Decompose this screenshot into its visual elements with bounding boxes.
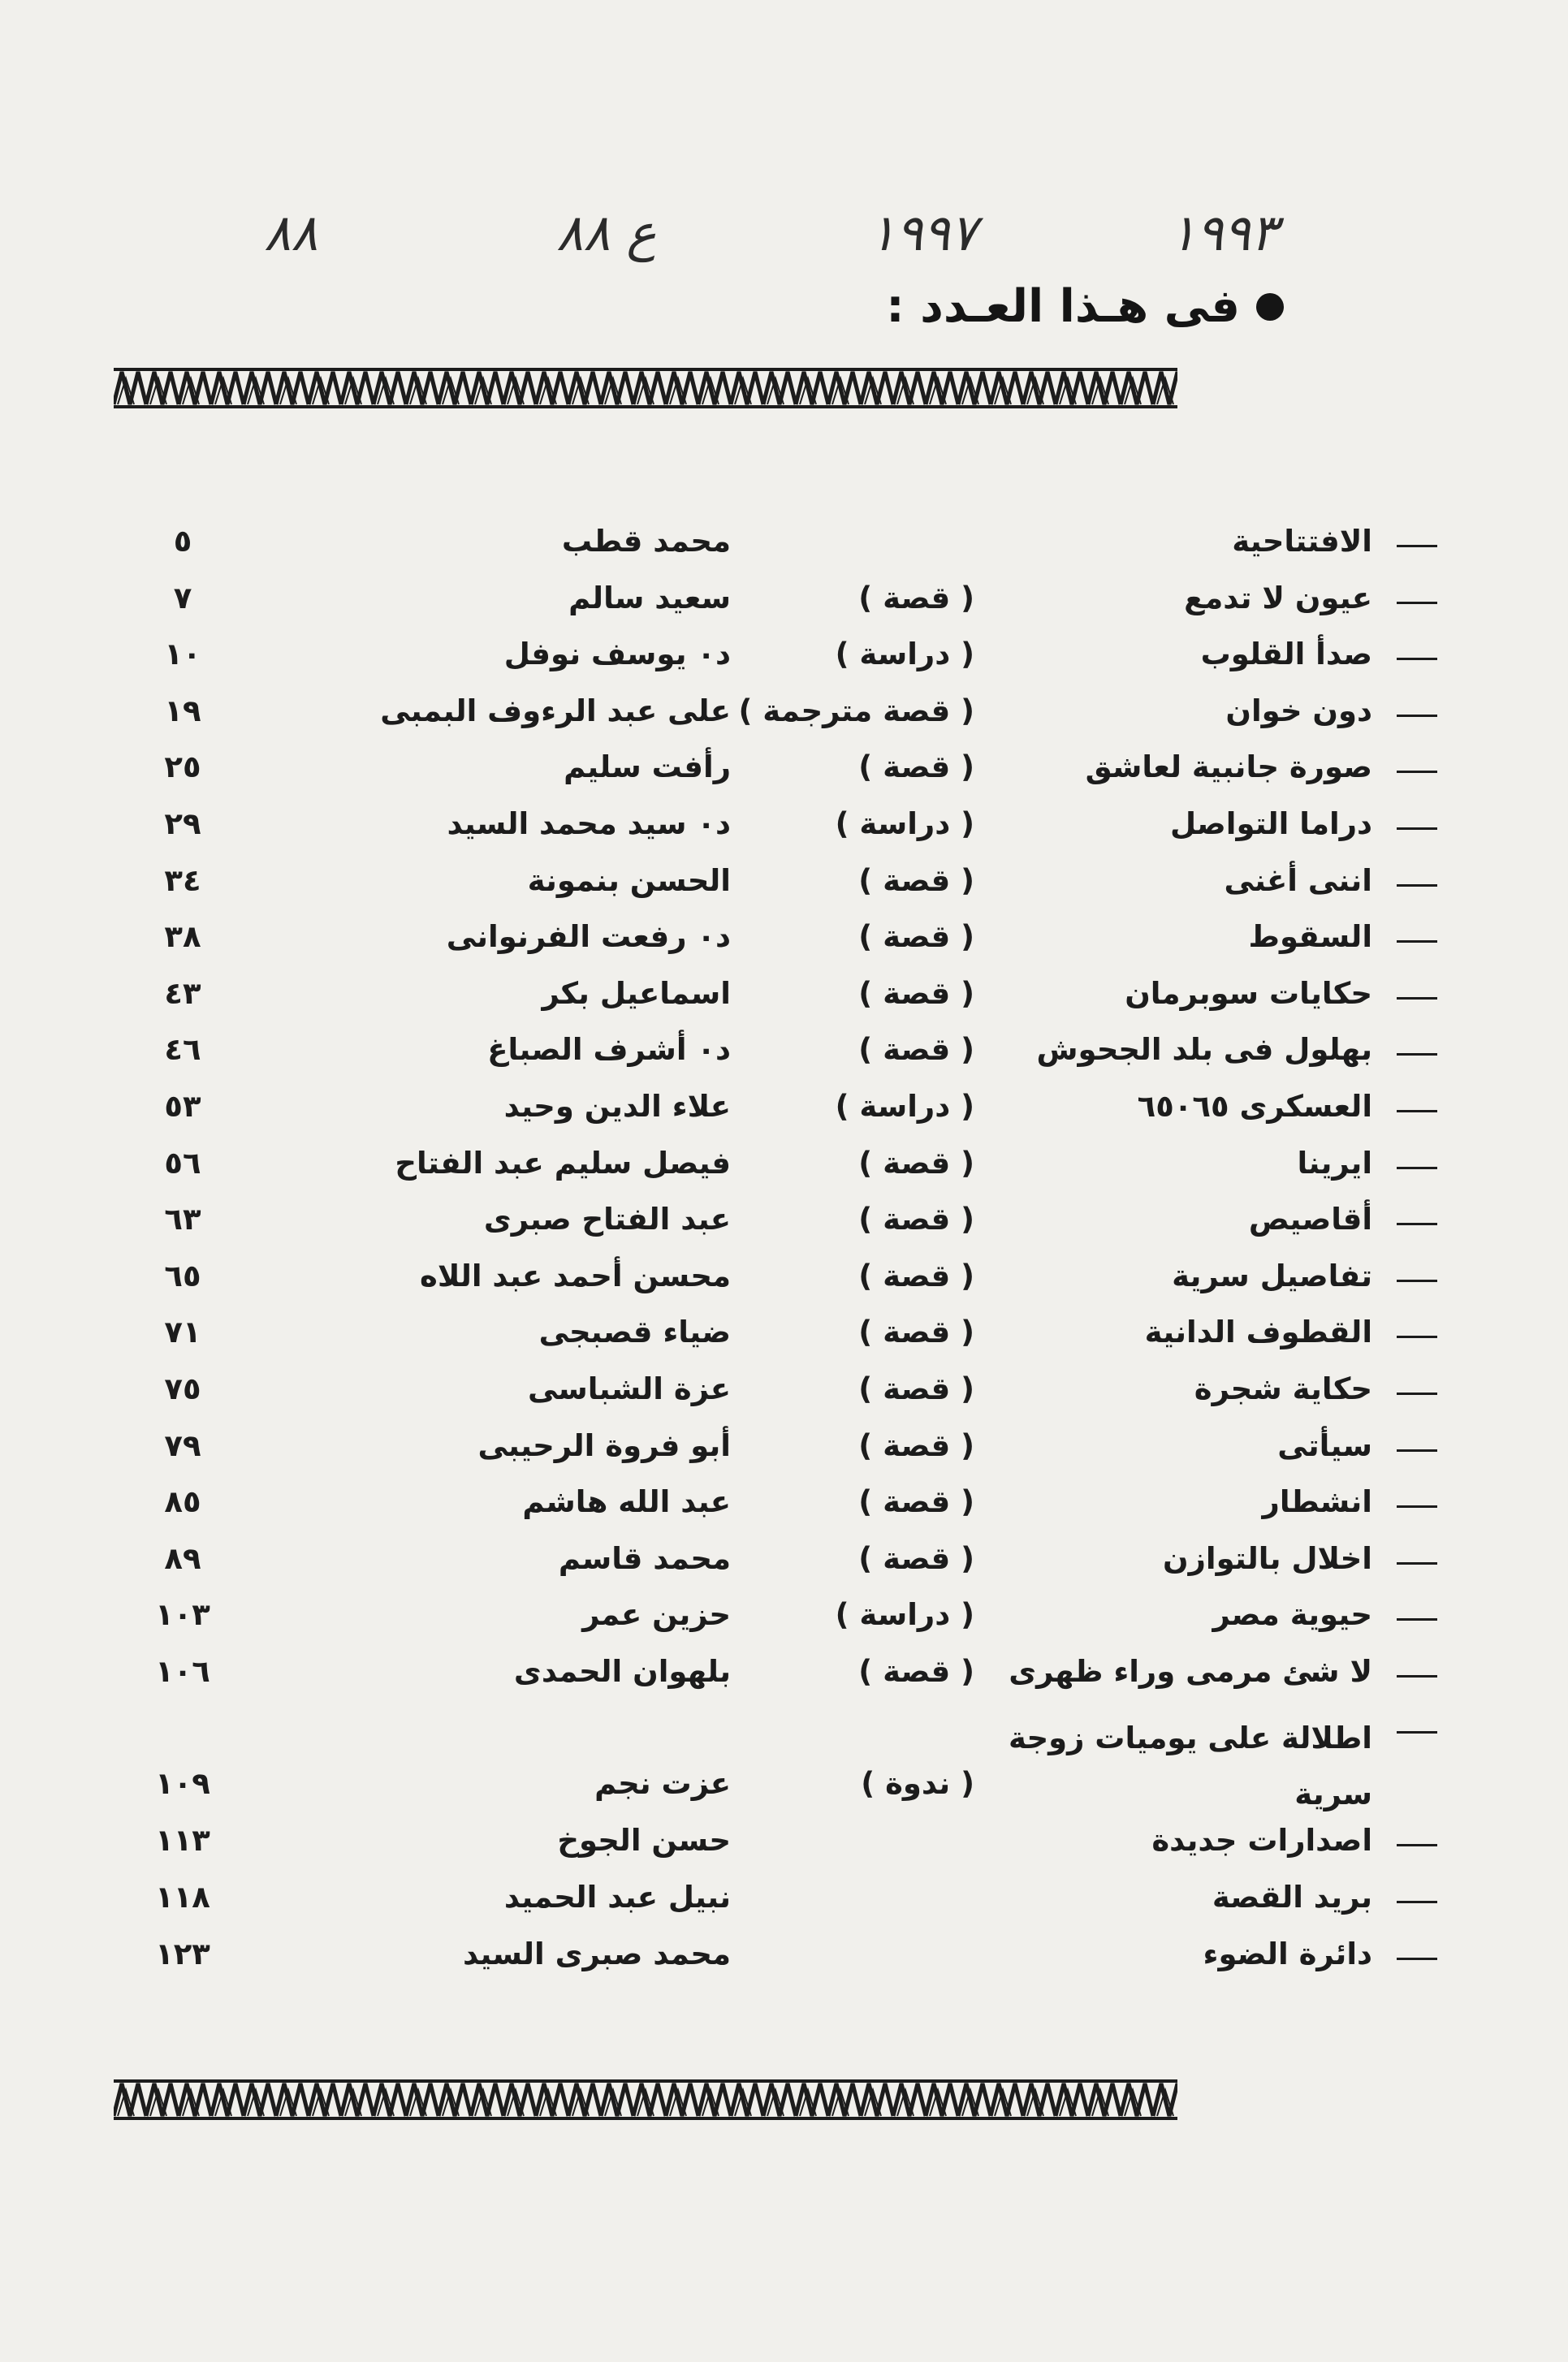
toc-type: ( قصة ) <box>858 1427 974 1463</box>
toc-title: صدأ القلوب <box>1200 637 1372 672</box>
table-of-contents <box>146 524 1437 1993</box>
row-dash <box>1397 602 1437 604</box>
toc-title: دائرة الضوء <box>1203 1936 1372 1971</box>
toc-author: ضياء قصبجى <box>538 1315 731 1350</box>
toc-author: د٠ يوسف نوفل <box>503 637 731 672</box>
toc-title: الافتتاحية <box>1232 524 1372 559</box>
toc-row[interactable] <box>146 581 1437 637</box>
toc-page-number: ١٠٣ <box>155 1597 210 1633</box>
toc-type: ( دراسة ) <box>835 805 974 841</box>
toc-author: حزين عمر <box>582 1597 731 1633</box>
row-dash <box>1397 1618 1437 1621</box>
toc-row[interactable] <box>146 1937 1437 1993</box>
toc-type: ( ندوة ) <box>861 1766 974 1802</box>
row-dash <box>1397 1393 1437 1395</box>
toc-page-number: ٥٣ <box>164 1088 201 1124</box>
toc-type: ( قصة ) <box>858 749 974 785</box>
toc-type: ( قصة مترجمة ) <box>738 693 974 728</box>
toc-type: ( قصة ) <box>858 1315 974 1350</box>
toc-page-number: ١٩ <box>164 693 201 728</box>
toc-page-number: ٧١ <box>164 1315 201 1350</box>
toc-author: أبو فروة الرحيبى <box>477 1427 731 1463</box>
toc-page-number: ١٢٣ <box>155 1936 210 1971</box>
toc-page-number: ٢٥ <box>164 749 201 785</box>
row-dash <box>1397 884 1437 887</box>
handwritten-year-1993: ١٩٩٣ <box>1169 203 1278 262</box>
toc-title: بهلول فى بلد الجحوش <box>1036 1032 1372 1068</box>
toc-type: ( قصة ) <box>858 975 974 1011</box>
row-dash <box>1397 545 1437 547</box>
toc-type: ( دراسة ) <box>835 637 974 672</box>
toc-row[interactable] <box>146 1428 1437 1485</box>
toc-author: محمد قطب <box>561 524 731 559</box>
toc-type: ( قصة ) <box>858 1258 974 1293</box>
toc-row[interactable] <box>146 1089 1437 1146</box>
toc-row[interactable] <box>146 637 1437 693</box>
toc-author: محمد قاسم <box>558 1540 731 1576</box>
row-dash <box>1397 1731 1437 1734</box>
toc-title: أقاصيص <box>1248 1202 1372 1237</box>
toc-page-number: ١٠ <box>164 637 201 672</box>
row-dash <box>1397 771 1437 773</box>
toc-author: اسماعيل بكر <box>542 975 731 1011</box>
toc-title: تفاصيل سرية <box>1172 1258 1372 1293</box>
toc-type: ( قصة ) <box>858 1540 974 1576</box>
toc-row[interactable] <box>146 806 1437 863</box>
row-dash <box>1397 1449 1437 1452</box>
toc-page-number: ٨٩ <box>164 1540 201 1576</box>
toc-page-number: ٢٩ <box>164 805 201 841</box>
handwritten-page-note: ٨٨ <box>264 203 318 262</box>
toc-title: اخلال بالتوازن <box>1163 1540 1372 1576</box>
row-dash <box>1397 940 1437 943</box>
toc-author: محسن أحمد عبد اللاه <box>420 1258 731 1293</box>
row-dash <box>1397 1280 1437 1282</box>
row-dash <box>1397 1167 1437 1169</box>
toc-page-number: ٥ <box>173 524 192 559</box>
toc-author: فيصل سليم عبد الفتاح <box>395 1145 731 1181</box>
handwritten-issue-number: ع ٨٨ <box>556 203 657 262</box>
row-dash <box>1397 1901 1437 1903</box>
toc-page-number: ٤٦ <box>164 1032 201 1068</box>
toc-author: عبد الله هاشم <box>522 1484 731 1520</box>
toc-author: د٠ رفعت الفرنوانى <box>446 919 731 955</box>
toc-row[interactable] <box>146 524 1437 581</box>
toc-author: د٠ أشرف الصباغ <box>487 1032 731 1068</box>
bullet-icon <box>1256 293 1284 321</box>
toc-type: ( قصة ) <box>858 1484 974 1520</box>
decorative-border-bottom <box>114 2079 1177 2121</box>
toc-title: بريد القصة <box>1212 1880 1372 1915</box>
toc-author: علاء الدين وحيد <box>503 1088 731 1124</box>
toc-title: ايرينا <box>1297 1145 1372 1181</box>
toc-type: ( قصة ) <box>858 1653 974 1689</box>
toc-author: الحسن بنمونة <box>527 862 731 898</box>
row-dash <box>1397 1053 1437 1056</box>
toc-title: عيون لا تدمع <box>1184 580 1372 615</box>
toc-title: حكاية شجرة <box>1194 1371 1372 1406</box>
toc-author: عزت نجم <box>594 1766 731 1802</box>
toc-author: بلهوان الحمدى <box>513 1653 731 1689</box>
toc-title: القطوف الدانية <box>1144 1315 1372 1350</box>
toc-page-number: ٤٣ <box>164 975 201 1011</box>
toc-row[interactable] <box>146 1146 1437 1203</box>
toc-row[interactable] <box>146 1654 1437 1711</box>
toc-title: حيوية مصر <box>1212 1597 1372 1633</box>
toc-author: عزة الشباسى <box>527 1371 731 1406</box>
toc-title: لا شئ مرمى وراء ظهرى <box>1009 1653 1372 1689</box>
decorative-border-top <box>114 367 1177 409</box>
toc-page-number: ١٠٩ <box>155 1766 210 1802</box>
toc-row[interactable] <box>146 1315 1437 1371</box>
toc-type: ( دراسة ) <box>835 1597 974 1633</box>
row-dash <box>1397 1675 1437 1678</box>
toc-title: دون خوان <box>1225 693 1372 728</box>
row-dash <box>1397 1336 1437 1338</box>
toc-author: على عبد الرءوف البمبى <box>380 693 731 728</box>
toc-type: ( قصة ) <box>858 1202 974 1237</box>
toc-page-number: ٣٨ <box>164 919 201 955</box>
toc-type: ( قصة ) <box>858 1032 974 1068</box>
toc-title: دراما التواصل <box>1170 805 1372 841</box>
toc-author: حسن الجوخ <box>557 1823 731 1859</box>
toc-row[interactable] <box>146 863 1437 920</box>
toc-type: ( قصة ) <box>858 1371 974 1406</box>
row-dash <box>1397 1110 1437 1112</box>
toc-author: سعيد سالم <box>568 580 731 615</box>
toc-title: سيأتى <box>1277 1427 1372 1463</box>
toc-page-number: ١١٣ <box>155 1823 210 1859</box>
toc-row[interactable] <box>146 1880 1437 1937</box>
row-dash <box>1397 1958 1437 1960</box>
toc-author: د٠ سيد محمد السيد <box>447 805 731 841</box>
toc-row[interactable] <box>146 1710 1437 1823</box>
toc-author: رأفت سليم <box>564 749 731 785</box>
toc-title: العسكرى ٦٥٠٦٥ <box>1137 1088 1372 1124</box>
toc-author: محمد صبرى السيد <box>462 1936 731 1971</box>
toc-row[interactable] <box>146 1202 1437 1259</box>
toc-page-number: ٧ <box>173 580 192 615</box>
row-dash <box>1397 1505 1437 1508</box>
toc-row[interactable] <box>146 749 1437 806</box>
toc-title <box>1009 1710 1372 1822</box>
contents-heading <box>886 280 1284 333</box>
row-dash <box>1397 1223 1437 1225</box>
toc-author: عبد الفتاح صبرى <box>483 1202 731 1237</box>
toc-title: صورة جانبية لعاشق <box>1085 749 1372 785</box>
toc-row[interactable] <box>146 976 1437 1033</box>
toc-page-number: ١٠٦ <box>155 1653 210 1689</box>
row-dash <box>1397 1844 1437 1846</box>
toc-row[interactable] <box>146 1597 1437 1654</box>
toc-row[interactable] <box>146 1259 1437 1315</box>
toc-page-number: ٨٥ <box>164 1484 201 1520</box>
toc-page-number: ١١٨ <box>155 1880 210 1915</box>
toc-row[interactable] <box>146 693 1437 750</box>
toc-type: ( دراسة ) <box>835 1088 974 1124</box>
toc-title: انشطار <box>1262 1484 1372 1520</box>
toc-type: ( قصة ) <box>858 1145 974 1181</box>
contents-heading-text: فى هـذا العـدد : <box>886 280 1240 333</box>
row-dash <box>1397 827 1437 830</box>
toc-title-line-1: اطلالة على يوميات زوجة <box>1009 1721 1372 1756</box>
toc-author: نبيل عبد الحميد <box>503 1880 731 1915</box>
toc-row[interactable] <box>146 1541 1437 1598</box>
toc-type: ( قصة ) <box>858 919 974 955</box>
row-dash <box>1397 997 1437 1000</box>
toc-type: ( قصة ) <box>858 580 974 615</box>
toc-row[interactable] <box>146 1823 1437 1880</box>
toc-row[interactable] <box>146 1484 1437 1541</box>
row-dash <box>1397 1562 1437 1565</box>
toc-title: السقوط <box>1248 919 1372 955</box>
toc-type: ( قصة ) <box>858 862 974 898</box>
toc-row[interactable] <box>146 919 1437 976</box>
row-dash <box>1397 658 1437 660</box>
row-dash <box>1397 715 1437 717</box>
toc-page-number: ٧٩ <box>164 1427 201 1463</box>
toc-page-number: ٦٥ <box>164 1258 201 1293</box>
toc-title-line-2: سرية <box>1294 1777 1372 1812</box>
toc-title: اننى أغنى <box>1224 862 1372 898</box>
toc-row[interactable] <box>146 1032 1437 1089</box>
toc-page-number: ٦٣ <box>164 1202 201 1237</box>
toc-page-number: ٥٦ <box>164 1145 201 1181</box>
toc-row[interactable] <box>146 1371 1437 1428</box>
toc-title: اصدارات جديدة <box>1151 1823 1372 1859</box>
handwritten-year-1997: ١٩٩٧ <box>869 203 978 262</box>
toc-page-number: ٧٥ <box>164 1371 201 1406</box>
toc-page-number: ٣٤ <box>164 862 201 898</box>
toc-title: حكايات سوبرمان <box>1125 975 1372 1011</box>
